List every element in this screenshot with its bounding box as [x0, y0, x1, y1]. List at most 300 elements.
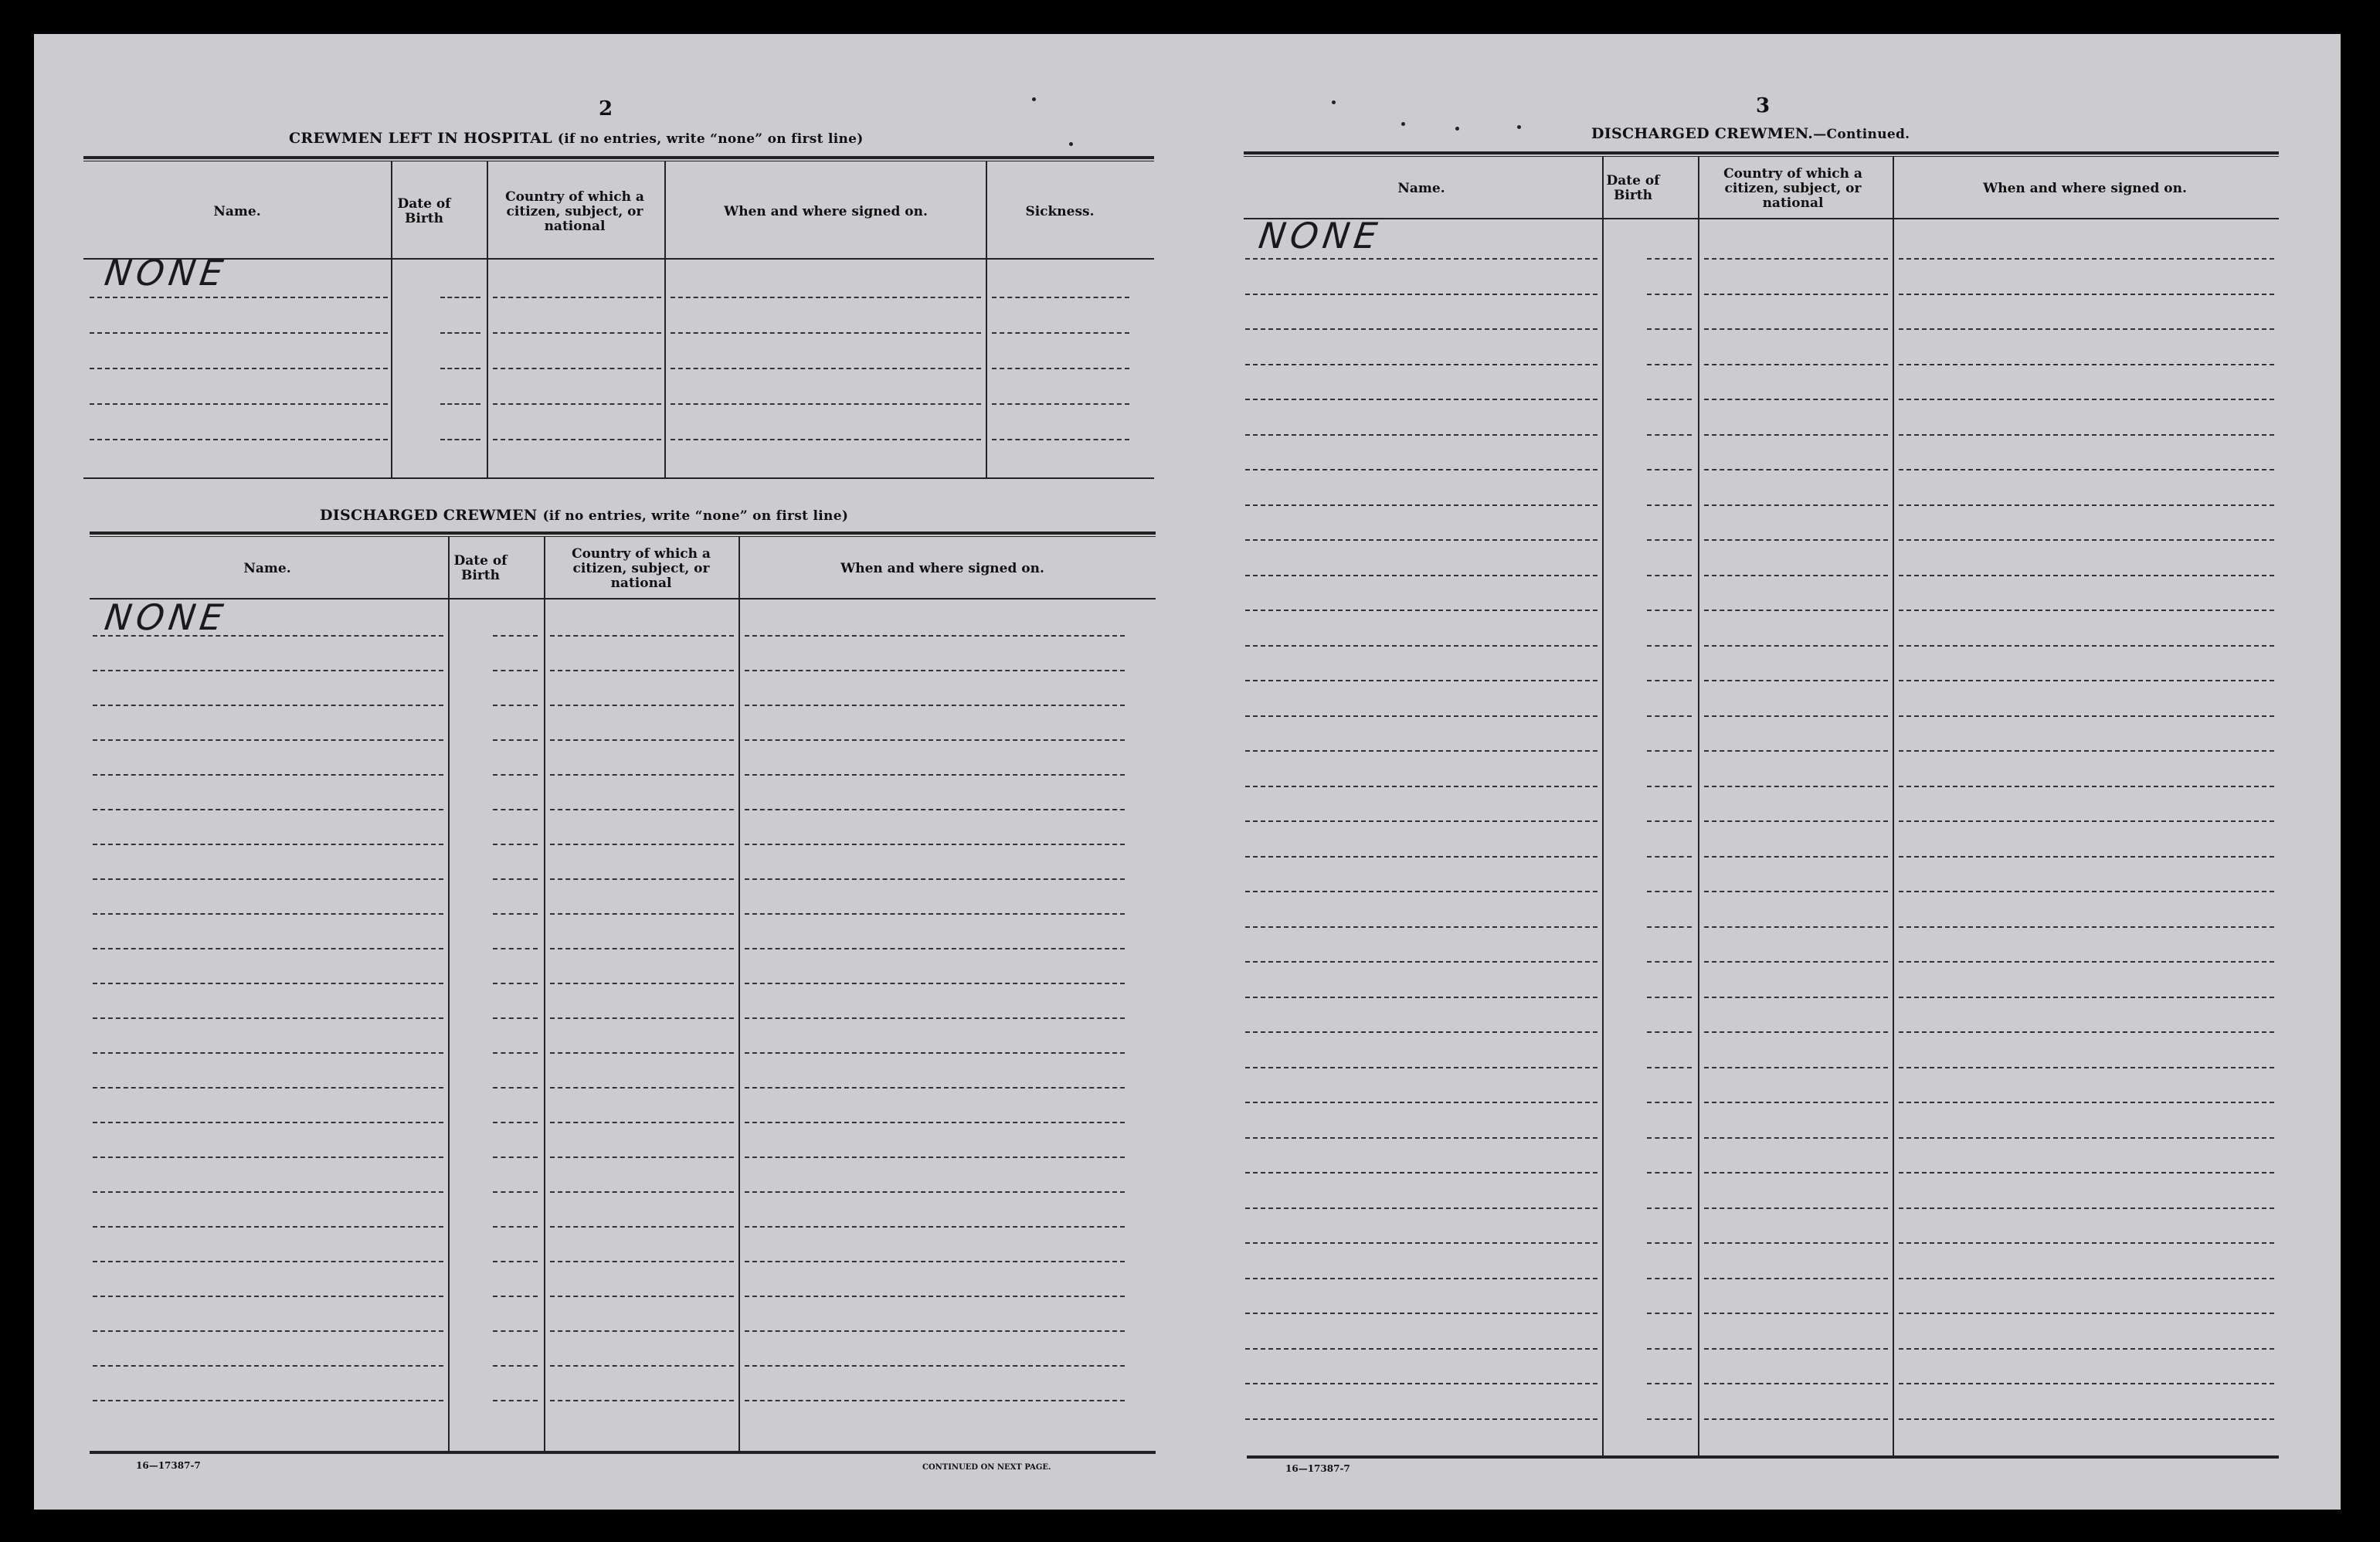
discharged-instruction: (if no entries, write “none” on first line): [542, 508, 849, 524]
ruled-line: [745, 1226, 1125, 1228]
ruled-line: [93, 1330, 443, 1332]
ruled-line: [1899, 1278, 2274, 1279]
ruled-line: [90, 403, 388, 405]
ruled-line: [493, 1087, 538, 1089]
document-scan: [34, 34, 2341, 1510]
ruled-line: [745, 1017, 1125, 1019]
ruled-line: [1899, 1172, 2274, 1173]
ruled-line: [550, 705, 734, 706]
ruled-line: [1647, 997, 1692, 998]
ruled-line: [671, 332, 981, 334]
ruled-line: [493, 948, 538, 949]
ruled-line: [1245, 504, 1597, 506]
ruled-line: [1704, 294, 1888, 295]
ruled-line: [1704, 750, 1888, 752]
ruled-line: [745, 983, 1125, 984]
ruled-line: [1899, 750, 2274, 752]
ruled-line: [1899, 1418, 2274, 1420]
discharged-section-title: [320, 507, 848, 524]
ruled-line: [1899, 961, 2274, 963]
ruled-line: [1704, 856, 1888, 858]
right-col-dob: Date of Birth: [1606, 173, 1660, 203]
ruled-line: [93, 878, 443, 880]
ruled-line: [1704, 1313, 1888, 1314]
hospital-col-sickness: Sickness.: [1025, 203, 1095, 219]
discharged-vline-2: [544, 536, 545, 1452]
ruled-line: [1704, 820, 1888, 822]
discharged-vline-3: [738, 536, 740, 1452]
ruled-line: [1245, 364, 1597, 365]
ruled-line: [90, 368, 388, 369]
ruled-line: [745, 1330, 1125, 1332]
right-vline-2: [1698, 156, 1699, 1457]
ruled-line: [550, 1017, 734, 1019]
ruled-line: [93, 844, 443, 845]
ruled-line: [1647, 575, 1692, 576]
ruled-line: [550, 1330, 734, 1332]
ruled-line: [1245, 328, 1597, 330]
ruled-line: [1245, 399, 1597, 400]
ruled-line: [550, 1087, 734, 1089]
ruled-line: [1245, 820, 1597, 822]
discharged-vline-1: [448, 536, 450, 1452]
ruled-line: [93, 705, 443, 706]
ruled-line: [992, 332, 1129, 334]
ruled-line: [93, 774, 443, 776]
ruled-line: [1245, 1207, 1597, 1209]
ruled-line: [493, 983, 538, 984]
discharged-col-dob: Date of Birth: [453, 553, 508, 583]
ruled-line: [493, 368, 661, 369]
hospital-section-title: [289, 130, 864, 147]
ruled-line: [550, 1226, 734, 1228]
ruled-line: [1704, 1418, 1888, 1420]
ruled-line: [550, 635, 734, 637]
ruled-line: [1704, 1137, 1888, 1139]
ruled-line: [93, 1191, 443, 1193]
ruled-line: [550, 670, 734, 671]
right-title-suffix: —Continued.: [1813, 127, 1910, 142]
ruled-line: [493, 1122, 538, 1123]
ruled-line: [1245, 1313, 1597, 1314]
ruled-line: [1899, 364, 2274, 365]
ruled-line: [1704, 539, 1888, 541]
ruled-line: [671, 439, 981, 440]
ruled-line: [493, 878, 538, 880]
hospital-instruction: (if no entries, write “none” on first line): [557, 131, 864, 147]
discharged-bottom-rule: [90, 1451, 1156, 1454]
ruled-line: [93, 809, 443, 810]
ruled-line: [1899, 258, 2274, 260]
ruled-line: [1647, 504, 1692, 506]
right-page: [1239, 34, 2341, 1510]
ruled-line: [493, 1052, 538, 1054]
ruled-line: [550, 1156, 734, 1158]
ruled-line: [93, 1017, 443, 1019]
ruled-line: [745, 1400, 1125, 1401]
ruled-line: [1647, 610, 1692, 611]
discharged-top-rule: [90, 532, 1156, 535]
ruled-line: [1647, 1242, 1692, 1244]
ruled-line: [493, 1156, 538, 1158]
hospital-col-dob: Date of Birth: [397, 196, 451, 226]
ruled-line: [745, 1122, 1125, 1123]
ruled-line: [93, 1122, 443, 1123]
ruled-line: [1245, 1102, 1597, 1103]
hospital-entry-handwritten: NONE: [102, 252, 230, 294]
ruled-line: [1704, 258, 1888, 260]
ruled-line: [1245, 1348, 1597, 1350]
scan-speck: [1332, 100, 1336, 104]
ruled-line: [440, 332, 480, 334]
ruled-line: [1899, 539, 2274, 541]
right-title-text: DISCHARGED CREWMEN.: [1591, 125, 1814, 142]
hospital-vline-3: [664, 161, 666, 479]
discharged-entry-handwritten: NONE: [102, 596, 230, 638]
ruled-line: [1704, 469, 1888, 470]
right-vline-3: [1893, 156, 1894, 1457]
ruled-line: [745, 1087, 1125, 1089]
ruled-line: [493, 635, 538, 637]
ruled-line: [671, 368, 981, 369]
ruled-line: [550, 1122, 734, 1123]
ruled-line: [1245, 1172, 1597, 1173]
ruled-line: [1647, 786, 1692, 787]
ruled-line: [1704, 1207, 1888, 1209]
ruled-line: [1647, 1313, 1692, 1314]
ruled-line: [93, 739, 443, 741]
ruled-line: [1647, 680, 1692, 681]
ruled-line: [1704, 997, 1888, 998]
form-number: 16—17387-7: [1285, 1463, 1350, 1474]
hospital-col-name: Name.: [213, 203, 261, 219]
ruled-line: [1647, 1207, 1692, 1209]
ruled-line: [493, 403, 661, 405]
ruled-line: [1647, 399, 1692, 400]
ruled-line: [1899, 1348, 2274, 1350]
ruled-line: [1899, 1031, 2274, 1033]
ruled-line: [1245, 610, 1597, 611]
ruled-line: [1245, 1278, 1597, 1279]
ruled-line: [745, 1261, 1125, 1262]
ruled-line: [745, 913, 1125, 915]
ruled-line: [1647, 1172, 1692, 1173]
ruled-line: [440, 368, 480, 369]
discharged-header-rule: [90, 598, 1156, 599]
ruled-line: [745, 878, 1125, 880]
ruled-line: [1704, 575, 1888, 576]
ruled-line: [1704, 715, 1888, 717]
ruled-line: [1647, 820, 1692, 822]
ruled-line: [493, 739, 538, 741]
ruled-line: [93, 1052, 443, 1054]
ruled-line: [493, 1191, 538, 1193]
right-col-signed: When and where signed on.: [1983, 180, 2187, 196]
ruled-line: [493, 1017, 538, 1019]
ruled-line: [745, 705, 1125, 706]
ruled-line: [1647, 750, 1692, 752]
ruled-line: [493, 670, 538, 671]
hospital-vline-2: [487, 161, 488, 479]
right-col-country: Country of which a citizen, subject, or national: [1723, 165, 1862, 211]
ruled-line: [1647, 1278, 1692, 1279]
hospital-col-signed: When and where signed on.: [724, 203, 928, 219]
hospital-col-country: Country of which a citizen, subject, or national: [505, 189, 644, 234]
ruled-line: [1899, 786, 2274, 787]
ruled-line: [1647, 434, 1692, 436]
ruled-line: [992, 439, 1129, 440]
ruled-line: [550, 1400, 734, 1401]
ruled-line: [1245, 434, 1597, 436]
ruled-line: [550, 1052, 734, 1054]
page-number: 2: [598, 97, 613, 121]
ruled-line: [992, 297, 1129, 298]
ruled-line: [1245, 1383, 1597, 1384]
left-page: [34, 34, 1154, 1510]
ruled-line: [745, 774, 1125, 776]
right-entry-handwritten: NONE: [1256, 215, 1384, 256]
right-col-name: Name.: [1397, 180, 1445, 196]
ruled-line: [1647, 856, 1692, 858]
ruled-line: [93, 670, 443, 671]
ruled-line: [1704, 328, 1888, 330]
scan-speck: [1517, 125, 1521, 129]
ruled-line: [1704, 961, 1888, 963]
ruled-line: [90, 439, 388, 440]
ruled-line: [93, 1261, 443, 1262]
ruled-line: [1647, 258, 1692, 260]
ruled-line: [1899, 328, 2274, 330]
ruled-line: [1245, 1067, 1597, 1068]
ruled-line: [1647, 645, 1692, 647]
ruled-line: [1647, 961, 1692, 963]
ruled-line: [745, 948, 1125, 949]
ruled-line: [1899, 1207, 2274, 1209]
ruled-line: [1899, 820, 2274, 822]
ruled-line: [1245, 1242, 1597, 1244]
ruled-line: [1704, 399, 1888, 400]
right-bottom-rule: [1247, 1455, 2279, 1459]
ruled-line: [550, 1365, 734, 1367]
ruled-line: [1899, 926, 2274, 928]
ruled-line: [550, 739, 734, 741]
ruled-line: [493, 297, 661, 298]
ruled-line: [745, 670, 1125, 671]
ruled-line: [550, 1296, 734, 1297]
scan-speck: [1069, 142, 1073, 146]
ruled-line: [1704, 1172, 1888, 1173]
ruled-line: [1899, 610, 2274, 611]
discharged-col-country: Country of which a citizen, subject, or national: [572, 545, 711, 591]
ruled-line: [93, 1400, 443, 1401]
ruled-line: [1647, 1137, 1692, 1139]
ruled-line: [1245, 715, 1597, 717]
scan-speck: [1032, 97, 1036, 101]
ruled-line: [493, 1226, 538, 1228]
ruled-line: [1647, 364, 1692, 365]
ruled-line: [1899, 575, 2274, 576]
ruled-line: [1899, 1067, 2274, 1068]
ruled-line: [90, 297, 388, 298]
ruled-line: [1899, 294, 2274, 295]
ruled-line: [1647, 1383, 1692, 1384]
hospital-header-rule: [83, 258, 1154, 260]
form-number: 16—17387-7: [136, 1460, 201, 1471]
ruled-line: [1647, 328, 1692, 330]
ruled-line: [745, 1052, 1125, 1054]
ruled-line: [93, 983, 443, 984]
ruled-line: [992, 403, 1129, 405]
ruled-line: [1245, 258, 1597, 260]
ruled-line: [1899, 891, 2274, 892]
ruled-line: [493, 774, 538, 776]
ruled-line: [1245, 645, 1597, 647]
ruled-line: [1245, 1418, 1597, 1420]
ruled-line: [1704, 610, 1888, 611]
ruled-line: [1704, 1348, 1888, 1350]
hospital-top-rule: [83, 156, 1154, 159]
ruled-line: [745, 844, 1125, 845]
ruled-line: [1647, 926, 1692, 928]
ruled-line: [550, 774, 734, 776]
ruled-line: [745, 635, 1125, 637]
ruled-line: [1245, 539, 1597, 541]
ruled-line: [493, 1400, 538, 1401]
right-header-rule: [1244, 218, 2279, 219]
ruled-line: [1245, 891, 1597, 892]
ruled-line: [550, 913, 734, 915]
ruled-line: [1647, 715, 1692, 717]
ruled-line: [1647, 1031, 1692, 1033]
ruled-line: [745, 739, 1125, 741]
ruled-line: [493, 844, 538, 845]
ruled-line: [1245, 469, 1597, 470]
discharged-top-rule-thin: [90, 536, 1156, 537]
ruled-line: [1704, 891, 1888, 892]
ruled-line: [493, 439, 661, 440]
ruled-line: [1899, 504, 2274, 506]
ruled-line: [550, 809, 734, 810]
ruled-line: [493, 705, 538, 706]
ruled-line: [671, 297, 981, 298]
ruled-line: [1704, 786, 1888, 787]
ruled-line: [1245, 961, 1597, 963]
ruled-line: [1704, 504, 1888, 506]
hospital-vline-4: [986, 161, 987, 479]
ruled-line: [1899, 715, 2274, 717]
ruled-line: [493, 1365, 538, 1367]
ruled-line: [1245, 786, 1597, 787]
ruled-line: [1899, 434, 2274, 436]
hospital-bottom-rule: [83, 477, 1154, 479]
ruled-line: [1647, 1067, 1692, 1068]
ruled-line: [493, 913, 538, 915]
ruled-line: [440, 439, 480, 440]
ruled-line: [1704, 1242, 1888, 1244]
ruled-line: [1899, 997, 2274, 998]
ruled-line: [745, 1191, 1125, 1193]
right-top-rule: [1244, 151, 2279, 155]
ruled-line: [1704, 364, 1888, 365]
ruled-line: [1245, 750, 1597, 752]
ruled-line: [550, 948, 734, 949]
hospital-title-text: CREWMEN LEFT IN HOSPITAL: [289, 130, 552, 147]
ruled-line: [93, 1226, 443, 1228]
ruled-line: [1704, 680, 1888, 681]
ruled-line: [93, 1296, 443, 1297]
ruled-line: [1647, 539, 1692, 541]
page-number: 3: [1755, 94, 1771, 117]
ruled-line: [550, 844, 734, 845]
ruled-line: [440, 297, 480, 298]
right-vline-1: [1602, 156, 1604, 1457]
ruled-line: [992, 368, 1129, 369]
discharged-title-text: DISCHARGED CREWMEN: [320, 507, 538, 524]
ruled-line: [1647, 1418, 1692, 1420]
right-top-rule-thin: [1244, 156, 2279, 157]
ruled-line: [493, 332, 661, 334]
ruled-line: [1899, 1242, 2274, 1244]
scan-speck: [1401, 122, 1405, 126]
ruled-line: [745, 1365, 1125, 1367]
discharged-col-name: Name.: [243, 560, 291, 576]
ruled-line: [550, 1261, 734, 1262]
ruled-line: [1899, 1383, 2274, 1384]
ruled-line: [550, 983, 734, 984]
ruled-line: [550, 878, 734, 880]
ruled-line: [1647, 1348, 1692, 1350]
ruled-line: [1899, 1102, 2274, 1103]
ruled-line: [93, 1156, 443, 1158]
ruled-line: [1704, 1383, 1888, 1384]
ruled-line: [1899, 856, 2274, 858]
ruled-line: [1704, 926, 1888, 928]
ruled-line: [1704, 434, 1888, 436]
ruled-line: [493, 1296, 538, 1297]
ruled-line: [745, 1156, 1125, 1158]
ruled-line: [1647, 1102, 1692, 1103]
ruled-line: [93, 948, 443, 949]
ruled-line: [1245, 1137, 1597, 1139]
ruled-line: [1899, 399, 2274, 400]
ruled-line: [1899, 1313, 2274, 1314]
ruled-line: [1245, 575, 1597, 576]
ruled-line: [1647, 891, 1692, 892]
ruled-line: [1704, 1031, 1888, 1033]
ruled-line: [493, 1330, 538, 1332]
ruled-line: [1245, 1031, 1597, 1033]
ruled-line: [1245, 926, 1597, 928]
ruled-line: [493, 1261, 538, 1262]
right-section-title: [1591, 125, 1910, 142]
ruled-line: [1245, 997, 1597, 998]
scan-speck: [1455, 127, 1459, 131]
ruled-line: [1647, 469, 1692, 470]
ruled-line: [493, 809, 538, 810]
ruled-line: [1245, 294, 1597, 295]
ruled-line: [93, 1087, 443, 1089]
ruled-line: [745, 1296, 1125, 1297]
ruled-line: [745, 809, 1125, 810]
ruled-line: [1899, 680, 2274, 681]
ruled-line: [1245, 680, 1597, 681]
ruled-line: [1704, 1102, 1888, 1103]
hospital-vline-1: [391, 161, 392, 479]
ruled-line: [93, 1365, 443, 1367]
ruled-line: [1704, 1278, 1888, 1279]
ruled-line: [1899, 469, 2274, 470]
discharged-col-signed: When and where signed on.: [840, 560, 1044, 576]
